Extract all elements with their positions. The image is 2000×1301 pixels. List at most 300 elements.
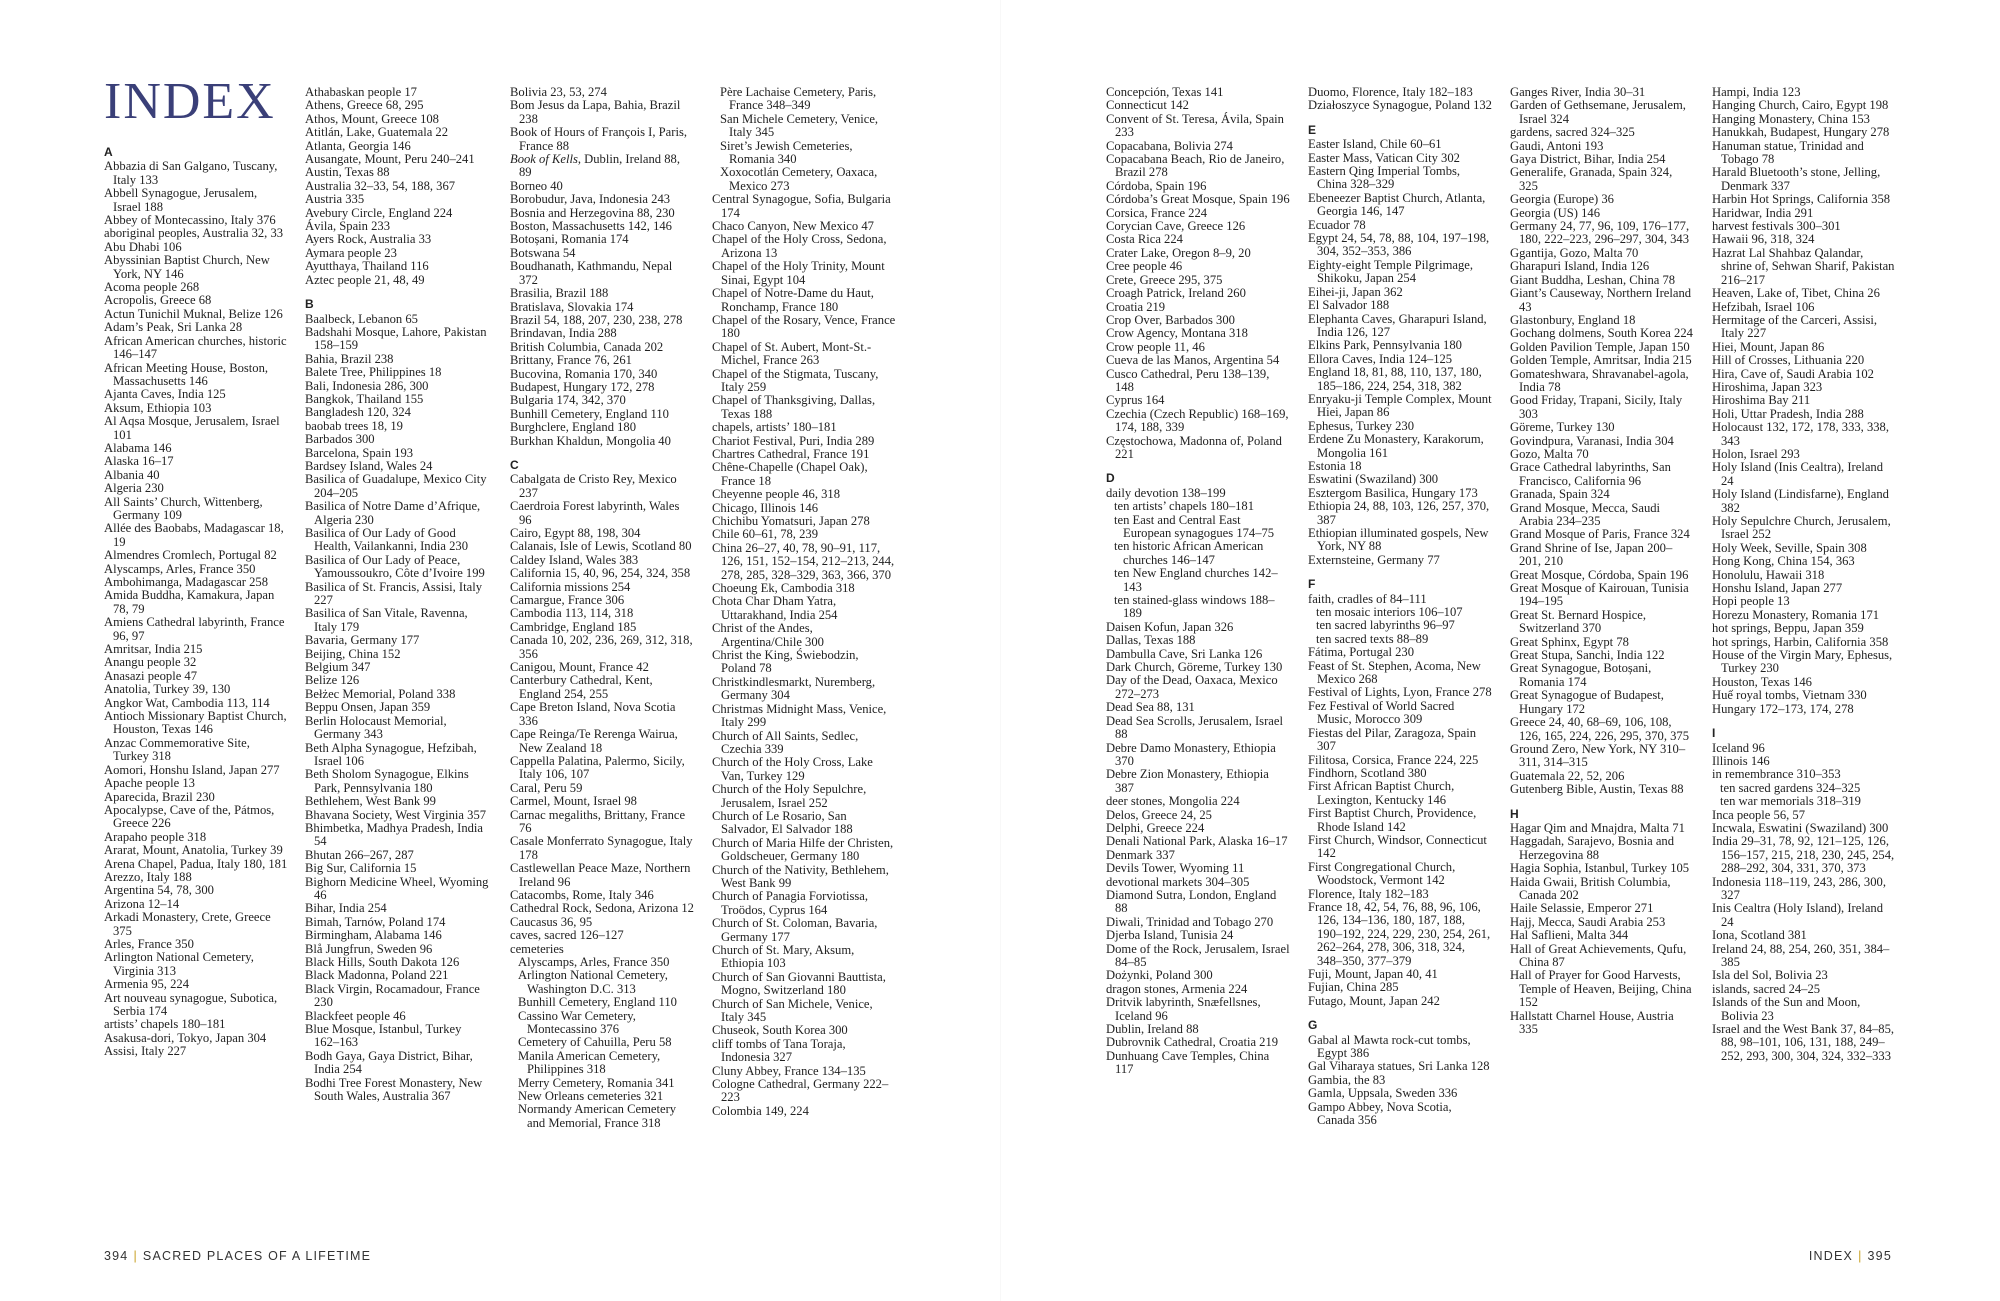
page-number: 395 — [1867, 1249, 1892, 1263]
index-entry: faith, cradles of 84–111 — [1308, 591, 1427, 606]
index-entry: Borobudur, Java, Indonesia 243 — [510, 192, 671, 207]
index-entry: Cree people 46 — [1106, 259, 1183, 274]
index-entry: Church of the Holy Cross, Lake Van, Turkey 129 — [712, 755, 873, 783]
index-entry: First Congregational Church, Woodstock, Vermont 142 — [1308, 859, 1456, 888]
index-entry: Ethiopian illuminated gospels, New York, NY 88 — [1308, 526, 1489, 554]
index-entry: Caucasus 36, 95 — [510, 914, 593, 929]
index-entry: Externsteine, Germany 77 — [1308, 552, 1440, 567]
index-entry: Horezu Monastery, Romania 171 — [1712, 607, 1880, 622]
index-entry: Hira, Cave of, Saudi Arabia 102 — [1712, 366, 1874, 381]
index-entry: Brittany, France 76, 261 — [510, 353, 632, 368]
index-entry: Fuji, Mount, Japan 40, 41 — [1308, 967, 1438, 981]
index-entry: Bavaria, Germany 177 — [305, 633, 420, 648]
index-entry: Anangu people 32 — [104, 655, 197, 670]
index-entry: Bratislava, Slovakia 174 — [510, 299, 634, 314]
index-entry: Basilica of St. Francis, Assisi, Italy 227 — [305, 579, 483, 608]
index-entry: Church of San Giovanni Bauttista, Mogno, Switzerland 180 — [712, 969, 886, 998]
index-entry: Hiroshima, Japan 323 — [1712, 379, 1823, 394]
index-column-4 — [712, 86, 896, 1118]
index-entry: Brindavan, India 288 — [510, 326, 617, 341]
index-entry: Budapest, Hungary 172, 278 — [510, 379, 655, 394]
index-entry: Croatia 219 — [1106, 299, 1166, 314]
index-entry: Central Synagogue, Sofia, Bulgaria 174 — [712, 192, 891, 220]
index-entry: Erdene Zu Monastery, Karakorum, Mongolia 161 — [1308, 432, 1484, 460]
index-entry: Big Sur, California 15 — [305, 861, 417, 876]
index-subentry: Père Lachaise Cemetery, Paris, France 348–349 — [720, 85, 877, 113]
index-entry: Ausangate, Mount, Peru 240–241 — [305, 152, 475, 167]
running-head: INDEX — [1808, 1249, 1854, 1263]
index-entry: Ggantija, Gozo, Malta 70 — [1510, 245, 1639, 260]
index-subentry: ten New England churches 142–143 — [1114, 566, 1278, 594]
index-entry: Anatolia, Turkey 39, 130 — [104, 682, 231, 697]
index-entry: Church of Le Rosario, San Salvador, El Salvador 188 — [712, 808, 853, 837]
index-entry: gardens, sacred 324–325 — [1510, 125, 1635, 140]
index-entry: Gal Viharaya statues, Sri Lanka 128 — [1308, 1059, 1490, 1074]
index-entry: First African Baptist Church, Lexington, Kentucky 146 — [1308, 779, 1455, 807]
index-entry: Badshahi Mosque, Lahore, Pakistan 158–159 — [305, 324, 487, 353]
index-entry: Atitlán, Lake, Guatemala 22 — [305, 125, 449, 140]
index-entry: Garden of Gethsemane, Jerusalem, Israel 324 — [1510, 98, 1686, 126]
index-entry: Black Hills, South Dakota 126 — [305, 955, 460, 969]
index-entry: Chapel of Notre-Dame du Haut, Ronchamp, France 180 — [712, 286, 874, 314]
index-entry: Adam’s Peak, Sri Lanka 28 — [104, 320, 243, 335]
index-entry: harvest festivals 300–301 — [1712, 219, 1841, 234]
index-entry: Botswana 54 — [510, 245, 576, 260]
index-entry: Great Synagogue of Budapest, Hungary 172 — [1510, 688, 1664, 716]
index-entry: Crete, Greece 295, 375 — [1106, 272, 1223, 287]
index-entry: Amida Buddha, Kamakura, Japan 78, 79 — [104, 588, 275, 616]
index-entry: Corsica, France 224 — [1106, 205, 1208, 220]
index-entry: Haile Selassie, Emperor 271 — [1510, 901, 1654, 916]
index-entry: Inis Cealtra (Holy Island), Ireland 24 — [1712, 901, 1884, 929]
index-entry: Dożynki, Poland 300 — [1106, 968, 1213, 983]
index-entry: Arlington National Cemetery, Virginia 313 — [104, 950, 254, 978]
index-entry: Abbazia di San Galgano, Tuscany, Italy 133 — [104, 159, 278, 187]
folio-right — [1809, 1249, 1892, 1263]
index-entry: Gabal al Mawta rock-cut tombs, Egypt 386 — [1308, 1032, 1471, 1061]
page-gutter — [1000, 0, 1001, 1301]
index-entry: Huế royal tombs, Vietnam 330 — [1712, 688, 1867, 703]
index-entry: Athos, Mount, Greece 108 — [305, 111, 439, 126]
index-entry: Boudhanath, Kathmandu, Nepal 372 — [510, 259, 673, 287]
index-entry: Church of All Saints, Sedlec, Czechia 339 — [712, 728, 859, 756]
index-entry: dragon stones, Armenia 224 — [1106, 981, 1248, 996]
index-entry: Hanging Monastery, China 153 — [1712, 111, 1870, 126]
index-entry: Debre Damo Monastery, Ethiopia 370 — [1106, 740, 1276, 768]
index-entry: Beth Alpha Synagogue, Hefzibah, Israel 106 — [305, 740, 477, 768]
index-entry: Cairo, Egypt 88, 198, 304 — [510, 526, 641, 540]
index-entry: Caral, Peru 59 — [510, 780, 583, 795]
index-entry: Hawaii 96, 318, 324 — [1712, 232, 1815, 247]
index-entry: Algeria 230 — [104, 481, 164, 496]
index-entry: Gozo, Malta 70 — [1510, 446, 1589, 461]
index-column-6 — [1308, 86, 1492, 1127]
index-entry: Beijing, China 152 — [305, 646, 401, 661]
index-subentry: ten mosaic interiors 106–107 — [1316, 605, 1463, 620]
index-entry: Berlin Holocaust Memorial, Germany 343 — [305, 713, 447, 742]
index-entry: Iona, Scotland 381 — [1712, 928, 1807, 943]
index-entry: Corycian Cave, Greece 126 — [1106, 219, 1246, 234]
index-subentry: Cemetery of Cahuilla, Peru 58 — [518, 1035, 672, 1050]
index-entry: Good Friday, Trapani, Sicily, Italy 303 — [1510, 393, 1683, 421]
section-letter: D — [1106, 471, 1115, 486]
index-entry: Hermitage of the Carceri, Assisi, Italy 227 — [1712, 312, 1878, 341]
index-entry: Glastonbury, England 18 — [1510, 312, 1636, 327]
index-entry: Filitosa, Corsica, France 224, 225 — [1308, 752, 1479, 767]
index-entry: Enryaku-ji Temple Complex, Mount Hiei, Japan 86 — [1308, 391, 1492, 420]
index-entry: Bosnia and Herzegovina 88, 230 — [510, 205, 675, 220]
index-entry: Borneo 40 — [510, 178, 563, 193]
index-entry: Cape Breton Island, Nova Scotia 336 — [510, 700, 676, 728]
index-entry: Grand Mosque of Paris, France 324 — [1510, 527, 1690, 542]
index-entry: Ávila, Spain 233 — [305, 219, 391, 234]
index-entry: Christmas Midnight Mass, Venice, Italy 299 — [712, 701, 887, 730]
index-entry: Holi, Uttar Pradesh, India 288 — [1712, 406, 1864, 421]
index-entry: Castlewellan Peace Maze, Northern Ireland 96 — [510, 861, 691, 889]
index-entry: Hajj, Mecca, Saudi Arabia 253 — [1510, 914, 1666, 929]
index-entry: Burkhan Khaldun, Mongolia 40 — [510, 433, 671, 448]
index-entry: Botoșani, Romania 174 — [510, 232, 629, 247]
index-entry: Atlanta, Georgia 146 — [305, 138, 411, 153]
index-entry: Acoma people 268 — [104, 280, 200, 295]
section-letter: H — [1510, 806, 1519, 821]
index-entry: Bhutan 266–267, 287 — [305, 847, 414, 862]
index-subentry: ten sacred texts 88–89 — [1316, 631, 1429, 646]
index-entry: African Meeting House, Boston, Massachusetts 146 — [104, 360, 269, 388]
index-entry: Hopi people 13 — [1712, 594, 1790, 609]
index-entry: Crow people 11, 46 — [1106, 339, 1205, 354]
index-entry: Hong Kong, China 154, 363 — [1712, 554, 1855, 569]
index-entry: Athabaskan people 17 — [305, 85, 417, 99]
index-entry: Austin, Texas 88 — [305, 165, 390, 180]
index-entry: House of the Virgin Mary, Ephesus, Turkey 230 — [1712, 648, 1893, 676]
index-entry: Convent of St. Teresa, Ávila, Spain 233 — [1106, 111, 1284, 140]
index-entry: Aomori, Honshu Island, Japan 277 — [104, 762, 280, 777]
index-entry: Dunhuang Cave Temples, China 117 — [1106, 1048, 1270, 1077]
index-column-2 — [305, 86, 489, 1103]
index-entry: Eihei-ji, Japan 362 — [1308, 284, 1403, 299]
index-entry: Govindpura, Varanasi, India 304 — [1510, 433, 1674, 448]
index-entry: Holy Island (Inis Cealtra), Ireland 24 — [1712, 460, 1884, 488]
index-entry: Basilica of Our Lady of Peace, Yamoussoukro, Côte d’Ivoire 199 — [305, 552, 485, 581]
index-entry: Cambodia 113, 114, 318 — [510, 606, 634, 621]
index-entry: Calanais, Isle of Lewis, Scotland 80 — [510, 539, 692, 554]
index-entry: Denmark 337 — [1106, 847, 1175, 862]
index-entry: Ireland 24, 88, 254, 260, 351, 384–385 — [1712, 941, 1890, 969]
index-entry: Gaya District, Bihar, India 254 — [1510, 152, 1666, 167]
index-entry: Illinois 146 — [1712, 753, 1770, 768]
index-entry: Arles, France 350 — [104, 936, 194, 951]
index-entry: Honshu Island, Japan 277 — [1712, 581, 1843, 596]
index-entry: Hagar Qim and Mnajdra, Malta 71 — [1510, 820, 1685, 835]
index-entry: Albania 40 — [104, 467, 160, 482]
index-entry: Copacabana, Bolivia 274 — [1106, 138, 1233, 153]
book-title: SACRED PLACES OF A LIFETIME — [142, 1249, 372, 1263]
index-entry: Georgia (Europe) 36 — [1510, 192, 1614, 207]
index-entry: Balete Tree, Philippines 18 — [305, 365, 442, 380]
index-entry: Gaudi, Antoni 193 — [1510, 138, 1604, 153]
index-entry: Hanging Church, Cairo, Egypt 198 — [1712, 98, 1889, 113]
index-entry: Great St. Bernard Hospice, Switzerland 370 — [1510, 607, 1647, 636]
index-entry: Chapel of Thanksgiving, Dallas, Texas 188 — [712, 393, 876, 421]
index-entry: Haggadah, Sarajevo, Bosnia and Herzegovina 88 — [1510, 834, 1675, 862]
index-entry: Bunhill Cemetery, England 110 — [510, 406, 669, 421]
index-entry: Ellora Caves, India 124–125 — [1308, 351, 1453, 366]
index-entry: Haida Gwaii, British Columbia, Canada 202 — [1510, 874, 1671, 902]
index-entry: Church of San Michele, Venice, Italy 345 — [712, 996, 873, 1025]
index-entry: Allée des Baobabs, Madagascar 18, 19 — [104, 521, 284, 549]
index-entry: Ajanta Caves, India 125 — [104, 387, 226, 402]
index-entry: Carmel, Mount, Israel 98 — [510, 794, 637, 809]
index-entry: daily devotion 138–199 — [1106, 485, 1226, 500]
section-letter: A — [104, 145, 113, 159]
index-entry: Göreme, Turkey 130 — [1510, 420, 1615, 435]
index-entry: Great Mosque, Córdoba, Spain 196 — [1510, 567, 1689, 582]
index-entry: Chêne-Chapelle (Chapel Oak), France 18 — [712, 460, 868, 488]
index-entry: Aksum, Ethiopia 103 — [104, 400, 212, 415]
index-entry: Canterbury Cathedral, Kent, England 254, 255 — [510, 673, 653, 701]
index-entry: in remembrance 310–353 — [1712, 767, 1841, 782]
index-entry: Canigou, Mount, France 42 — [510, 660, 649, 675]
index-entry: Arkadi Monastery, Crete, Greece 375 — [104, 910, 271, 938]
index-entry: Bangkok, Thailand 155 — [305, 391, 424, 406]
index-entry: Bighorn Medicine Wheel, Wyoming 46 — [305, 874, 489, 902]
index-entry: Incwala, Eswatini (Swaziland) 300 — [1712, 820, 1889, 835]
index-entry: cemeteries — [510, 941, 564, 956]
index-entry: Dambulla Cave, Sri Lanka 126 — [1106, 646, 1263, 661]
index-entry: Bangladesh 120, 324 — [305, 405, 411, 420]
index-entry: Hiroshima Bay 211 — [1712, 393, 1811, 408]
index-entry: First Baptist Church, Providence, Rhode Island 142 — [1308, 806, 1477, 834]
index-entry: Feast of St. Stephen, Acoma, New Mexico 268 — [1308, 658, 1481, 687]
index-entry: Cape Reinga/Te Rerenga Wairua, New Zealand 18 — [510, 727, 678, 755]
section-letter: I — [1712, 726, 1716, 741]
index-entry: Elephanta Caves, Gharapuri Island, India 126, 127 — [1308, 311, 1487, 339]
index-entry: Bodh Gaya, Gaya District, Bihar, India 254 — [305, 1048, 473, 1077]
index-entry: Casale Monferrato Synagogue, Italy 178 — [510, 834, 693, 862]
index-entry: artists’ chapels 180–181 — [104, 1017, 226, 1032]
index-subentry: Merry Cemetery, Romania 341 — [518, 1075, 675, 1090]
index-entry: Działoszyce Synagogue, Poland 132 — [1308, 98, 1492, 113]
index-entry: Crow Agency, Montana 318 — [1106, 326, 1248, 341]
index-entry: Church of St. Coloman, Bavaria, Germany 177 — [712, 916, 878, 944]
section-letter: B — [305, 297, 314, 312]
index-subentry: Arlington National Cemetery, Washington D.C. 313 — [518, 968, 668, 996]
index-entry: Greece 24, 40, 68–69, 106, 108, 126, 165, 224, 226, 295, 370, 375 — [1510, 715, 1690, 743]
index-entry: Germany 24, 77, 96, 109, 176–177, 180, 222–223, 296–297, 304, 343 — [1510, 219, 1690, 247]
index-entry: Bodhi Tree Forest Monastery, New South Wales, Australia 367 — [305, 1075, 483, 1104]
index-entry: Islands of the Sun and Moon, Bolivia 23 — [1712, 995, 1861, 1023]
index-entry: Apache people 13 — [104, 776, 195, 791]
index-entry: Estonia 18 — [1308, 458, 1362, 473]
index-entry: Harbin Hot Springs, California 358 — [1712, 192, 1891, 207]
index-entry: Gampo Abbey, Nova Scotia, Canada 356 — [1308, 1099, 1452, 1128]
index-entry: Dead Sea 88, 131 — [1106, 700, 1195, 715]
index-entry: Book of Hours of François I, Paris, France 88 — [510, 125, 687, 153]
index-entry: Cyprus 164 — [1106, 393, 1165, 408]
index-entry: Bolivia 23, 53, 274 — [510, 85, 607, 99]
index-entry: Hagia Sophia, Istanbul, Turkey 105 — [1510, 861, 1690, 876]
index-subentry: Bunhill Cemetery, England 110 — [518, 995, 677, 1010]
index-entry: California missions 254 — [510, 579, 631, 594]
index-entry: Czechia (Czech Republic) 168–169, 174, 188, 339 — [1106, 406, 1289, 435]
index-entry: Crop Over, Barbados 300 — [1106, 312, 1235, 327]
index-entry: Isla del Sol, Bolivia 23 — [1712, 968, 1828, 983]
index-entry: Gomateshwara, Shravanabel-agola, India 78 — [1510, 366, 1689, 394]
index-entry: Bimah, Tarnów, Poland 174 — [305, 914, 446, 929]
index-entry: Holy Sepulchre Church, Jerusalem, Israel 252 — [1712, 514, 1891, 542]
index-subentry: San Michele Cemetery, Venice, Italy 345 — [720, 111, 879, 140]
index-entry: British Columbia, Canada 202 — [510, 339, 664, 354]
index-entry: Cappella Palatina, Palermo, Sicily, Italy 106, 107 — [510, 753, 685, 782]
section-letter: E — [1308, 122, 1317, 137]
index-entry: aboriginal peoples, Australia 32, 33 — [104, 226, 284, 241]
index-entry: Basilica of Guadalupe, Mexico City 204–205 — [305, 472, 487, 500]
index-entry: Bhavana Society, West Virginia 357 — [305, 807, 487, 822]
index-entry: Eastern Qing Imperial Tombs, China 328–329 — [1308, 164, 1461, 192]
index-entry: India 29–31, 78, 92, 121–125, 126, 156–157, 215, 218, 230, 245, 254, 288–292, 304, 331, 370, 373 — [1712, 834, 1895, 876]
index-entry: Bulgaria 174, 342, 370 — [510, 393, 626, 408]
index-entry: Church of the Holy Sepulchre, Jerusalem, Israel 252 — [712, 782, 867, 810]
index-entry: Christkindlesmarkt, Nuremberg, Germany 304 — [712, 674, 876, 703]
index-entry: Golden Pavilion Temple, Japan 150 — [1510, 339, 1690, 354]
index-entry: Alyscamps, Arles, France 350 — [104, 561, 256, 576]
index-subentry: ten war memorials 318–319 — [1720, 794, 1861, 809]
index-entry: Guatemala 22, 52, 206 — [1510, 768, 1625, 783]
index-entry: Festival of Lights, Lyon, France 278 — [1308, 685, 1492, 700]
index-entry: Bihar, India 254 — [305, 901, 387, 916]
index-entry: Argentina 54, 78, 300 — [104, 883, 214, 898]
index-subentry: Siret’s Jewish Cemeteries, Romania 340 — [720, 138, 853, 167]
index-subentry: New Orleans cemeteries 321 — [518, 1089, 664, 1104]
index-entry: Harald Bluetooth’s stone, Jelling, Denmark 337 — [1712, 165, 1881, 193]
index-entry: Beth Sholom Synagogue, Elkins Park, Pennsylvania 180 — [305, 767, 469, 795]
index-entry: Bhimbetka, Madhya Pradesh, India 54 — [305, 820, 484, 849]
index-entry: Almendres Cromlech, Portugal 82 — [104, 548, 277, 563]
index-entry: Granada, Spain 324 — [1510, 487, 1610, 502]
index-entry: Ambohimanga, Madagascar 258 — [104, 575, 269, 589]
index-entry: Israel and the West Bank 37, 84–85, 88, 98–101, 106, 131, 188, 249–252, 293, 300, 304, 324, 332–333 — [1712, 1022, 1895, 1063]
index-entry: Hefzibah, Israel 106 — [1712, 299, 1815, 314]
index-entry: Giant’s Causeway, Northern Ireland 43 — [1510, 286, 1692, 314]
index-entry: baobab trees 18, 19 — [305, 418, 403, 433]
index-entry: Grace Cathedral labyrinths, San Francisco, California 96 — [1510, 460, 1671, 488]
index-entry: Ephesus, Turkey 230 — [1308, 418, 1415, 433]
index-entry: El Salvador 188 — [1308, 298, 1390, 313]
index-subentry: Normandy American Cemetery and Memorial, France 318 — [518, 1102, 677, 1130]
index-entry: Bali, Indonesia 286, 300 — [305, 378, 429, 393]
index-entry: Chota Char Dham Yatra, Uttarakhand, India 254 — [712, 594, 838, 622]
index-entry: California 15, 40, 96, 254, 324, 358 — [510, 566, 691, 581]
index-entry: Canada 10, 202, 236, 269, 312, 318, 356 — [510, 633, 693, 661]
index-entry: Armenia 95, 224 — [104, 977, 189, 992]
index-entry: Djerba Island, Tunisia 24 — [1106, 928, 1234, 943]
index-entry: Findhorn, Scotland 380 — [1308, 765, 1427, 780]
index-entry: Cologne Cathedral, Germany 222–223 — [712, 1077, 889, 1105]
index-entry: Birmingham, Alabama 146 — [305, 928, 442, 943]
index-entry: Holy Island (Lindisfarne), England 382 — [1712, 487, 1889, 515]
index-entry: China 26–27, 40, 78, 90–91, 117, 126, 151, 152–154, 212–213, 244, 278, 285, 328–329, 363, 366, 370 — [712, 540, 895, 582]
index-entry: Burghclere, England 180 — [510, 420, 637, 435]
index-entry: First Church, Windsor, Connecticut 142 — [1308, 832, 1487, 861]
index-entry: Hazrat Lal Shahbaz Qalandar, shrine of, Sehwan Sharif, Pakistan 216–217 — [1712, 245, 1895, 287]
index-entry: Church of Panagia Forviotissa, Troödos, Cyprus 164 — [712, 889, 869, 917]
index-entry: Bełżec Memorial, Poland 338 — [305, 686, 456, 701]
index-entry: Al Aqsa Mosque, Jerusalem, Israel 101 — [104, 414, 280, 442]
index-entry: Daisen Kofun, Japan 326 — [1106, 619, 1234, 634]
index-entry: Hanukkah, Budapest, Hungary 278 — [1712, 125, 1890, 140]
index-entry: Holy Week, Seville, Spain 308 — [1712, 540, 1867, 555]
index-column-7 — [1510, 86, 1694, 1036]
index-entry: Holon, Israel 293 — [1712, 446, 1800, 461]
index-column-5 — [1106, 86, 1290, 1077]
index-entry: Fiestas del Pilar, Zaragoza, Spain 307 — [1308, 725, 1477, 754]
index-entry: Catacombs, Rome, Italy 346 — [510, 887, 654, 902]
index-entry: Hill of Crosses, Lithuania 220 — [1712, 353, 1865, 368]
section-letter: C — [510, 457, 519, 472]
index-entry: Connecticut 142 — [1106, 98, 1189, 113]
index-entry: Hampi, India 123 — [1712, 85, 1801, 99]
index-entry: Ganges River, India 30–31 — [1510, 85, 1646, 99]
index-entry: Chapel of the Rosary, Vence, France 180 — [712, 312, 896, 341]
index-entry: African American churches, historic 146–147 — [104, 333, 287, 362]
index-entry: Abbell Synagogue, Jerusalem, Israel 188 — [104, 186, 258, 214]
index-subentry: ten historic African American churches 146–147 — [1114, 539, 1264, 567]
index-entry: hot springs, Harbin, California 358 — [1712, 634, 1889, 649]
index-entry: Bom Jesus da Lapa, Bahia, Brazil 238 — [510, 98, 681, 126]
index-entry: Iceland 96 — [1712, 740, 1765, 755]
index-entry: Aparecida, Brazil 230 — [104, 789, 215, 804]
index-entry: Assisi, Italy 227 — [104, 1044, 187, 1059]
index-entry: Golden Temple, Amritsar, India 215 — [1510, 353, 1692, 368]
index-entry: Bardsey Island, Wales 24 — [305, 458, 433, 473]
index-entry: Austria 335 — [305, 192, 365, 207]
index-entry: Houston, Texas 146 — [1712, 674, 1812, 689]
index-subentry: ten stained-glass windows 188–189 — [1114, 593, 1275, 621]
index-entry: Hanuman statue, Trinidad and Tobago 78 — [1712, 138, 1864, 167]
index-subentry: ten sacred labyrinths 96–97 — [1316, 618, 1455, 633]
index-entry: Concepción, Texas 141 — [1106, 85, 1224, 99]
index-entry: Easter Mass, Vatican City 302 — [1308, 150, 1460, 165]
index-entry: Blue Mosque, Istanbul, Turkey 162–163 — [305, 1022, 462, 1050]
index-entry: Arapaho people 318 — [104, 829, 207, 844]
index-entry: Diamond Sutra, London, England 88 — [1106, 887, 1277, 916]
index-subentry: ten East and Central East European synagogues 174–75 — [1114, 512, 1275, 540]
index-entry: Delos, Greece 24, 25 — [1106, 807, 1212, 822]
index-entry: Baalbeck, Lebanon 65 — [305, 311, 418, 326]
index-entry: Cabalgata de Cristo Rey, Mexico 237 — [510, 472, 677, 500]
index-entry: Dark Church, Göreme, Turkey 130 — [1106, 660, 1283, 675]
index-entry: Aztec people 21, 48, 49 — [305, 272, 425, 287]
index-entry: Bucovina, Romania 170, 340 — [510, 366, 658, 381]
index-entry: Chicago, Illinois 146 — [712, 500, 818, 515]
index-entry: Ayers Rock, Australia 33 — [305, 232, 432, 247]
index-entry: Day of the Dead, Oaxaca, Mexico 272–273 — [1106, 673, 1278, 701]
index-entry: Futago, Mount, Japan 242 — [1308, 993, 1440, 1008]
index-entry: Ebeneezer Baptist Church, Atlanta, Georgia 146, 147 — [1308, 190, 1486, 219]
index-entry: Indonesia 118–119, 243, 286, 300, 327 — [1712, 874, 1886, 902]
index-entry: Crater Lake, Oregon 8–9, 20 — [1106, 245, 1251, 260]
index-entry: Ararat, Mount, Anatolia, Turkey 39 — [104, 843, 283, 858]
index-entry: cliff tombs of Tana Toraja, Indonesia 327 — [712, 1036, 846, 1065]
index-entry: Grand Shrine of Ise, Japan 200–201, 210 — [1510, 540, 1673, 569]
index-entry: Georgia (US) 146 — [1510, 205, 1601, 220]
index-entry: Christ of the Andes, Argentina/Chile 300 — [712, 621, 824, 649]
index-entry: Giant Buddha, Leshan, China 78 — [1510, 272, 1676, 287]
index-entry: Ground Zero, New York, NY 310–311, 314–315 — [1510, 741, 1686, 770]
index-entry: Eswatini (Swaziland) 300 — [1308, 472, 1439, 487]
index-entry: Blå Jungfrun, Sweden 96 — [305, 941, 433, 956]
